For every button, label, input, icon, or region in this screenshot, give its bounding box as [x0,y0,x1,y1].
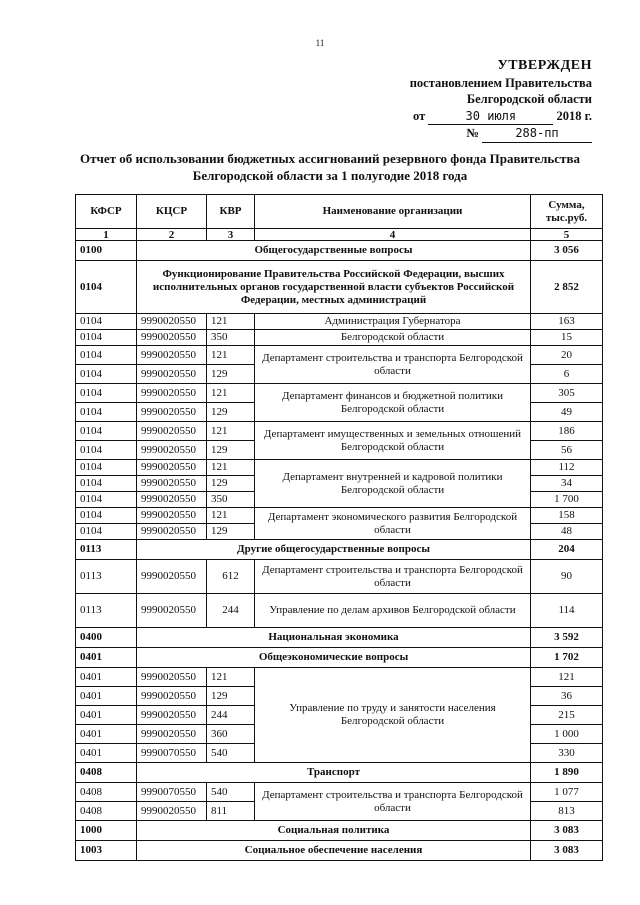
col-number: 1 [76,229,137,241]
sum-cell: 3 083 [531,841,603,861]
kfsr-cell: 0113 [76,594,137,628]
budget-table [75,194,603,861]
kvr-cell: 129 [207,476,255,492]
kcsr-cell: 9990020550 [137,365,207,384]
sum-cell: 49 [531,403,603,422]
org-name-cell: Департамент экономического развития Белгородской области [255,508,531,540]
sum-cell: 215 [531,706,603,725]
section-name: Национальная экономика [137,628,531,648]
org-name-cell: Департамент строительства и транспорта Белгородской области [255,346,531,384]
org-name-cell: Департамент финансов и бюджетной политики Белгородской области [255,384,531,422]
kfsr-cell: 0100 [76,241,137,261]
kvr-cell: 612 [207,560,255,594]
kfsr-cell: 0104 [76,330,137,346]
section-name: Функционирование Правительства Российской Федерации, высших исполнительных органов государственной власти субъектов Российской Федерации, местных администраций [137,261,531,314]
table-row [76,314,603,330]
kfsr-cell: 0104 [76,508,137,524]
sum-cell: 330 [531,744,603,763]
approval-date-prefix: от [412,108,426,123]
approval-number-prefix: № [466,126,479,140]
sum-cell: 1 890 [531,763,603,783]
kvr-cell: 121 [207,384,255,403]
approval-line1: постановлением Правительства [409,75,592,90]
kvr-cell: 350 [207,492,255,508]
kcsr-cell: 9990020550 [137,476,207,492]
kfsr-cell: 0104 [76,346,137,365]
kfsr-cell: 0401 [76,725,137,744]
section-name: Социальное обеспечение населения [137,841,531,861]
section-name: Общегосударственные вопросы [137,241,531,261]
kvr-cell: 350 [207,330,255,346]
sum-cell: 1 702 [531,648,603,668]
table-row [76,508,603,524]
kcsr-cell: 9990020550 [137,594,207,628]
sum-cell: 163 [531,314,603,330]
sum-cell: 1 077 [531,783,603,802]
kcsr-cell: 9990020550 [137,706,207,725]
sum-cell: 121 [531,668,603,687]
kvr-cell: 540 [207,783,255,802]
kfsr-cell: 0113 [76,540,137,560]
report-title-line1: Отчет об использовании бюджетных ассигнований резервного фонда Правительства [80,151,580,166]
kfsr-cell: 0401 [76,668,137,687]
kvr-cell: 121 [207,422,255,441]
kvr-cell: 540 [207,744,255,763]
section-row [76,648,603,668]
sum-cell: 20 [531,346,603,365]
section-name: Общеэкономические вопросы [137,648,531,668]
kfsr-cell: 0400 [76,628,137,648]
table-row [76,384,603,403]
kcsr-cell: 9990020550 [137,492,207,508]
header-kcsr: КЦСР [137,195,207,229]
col-number: 3 [207,229,255,241]
sum-cell: 204 [531,540,603,560]
kfsr-cell: 0104 [76,422,137,441]
section-row [76,540,603,560]
kfsr-cell: 0104 [76,492,137,508]
approval-block [382,58,592,143]
org-name-cell: Департамент имущественных и земельных отношений Белгородской области [255,422,531,460]
kcsr-cell: 9990020550 [137,441,207,460]
sum-cell: 15 [531,330,603,346]
kfsr-cell: 0104 [76,403,137,422]
sum-cell: 3 083 [531,821,603,841]
report-title-line2: Белгородской области за 1 полугодие 2018 года [192,168,468,183]
sum-cell: 56 [531,441,603,460]
table-row [76,330,603,346]
kvr-cell: 244 [207,594,255,628]
kcsr-cell: 9990020550 [137,422,207,441]
section-row [76,841,603,861]
kvr-cell: 121 [207,460,255,476]
sum-cell: 3 592 [531,628,603,648]
approval-number [382,125,592,143]
kfsr-cell: 0104 [76,314,137,330]
kfsr-cell: 0401 [76,706,137,725]
section-row [76,241,603,261]
kcsr-cell: 9990020550 [137,725,207,744]
kvr-cell: 129 [207,403,255,422]
kvr-cell: 129 [207,524,255,540]
sum-cell: 813 [531,802,603,821]
kcsr-cell: 9990020550 [137,668,207,687]
sum-cell: 112 [531,460,603,476]
sum-cell: 1 700 [531,492,603,508]
org-name-cell: Администрация Губернатора [255,314,531,330]
table-row [76,668,603,687]
kfsr-cell: 0104 [76,524,137,540]
kvr-cell: 129 [207,365,255,384]
section-row [76,628,603,648]
kvr-cell: 129 [207,441,255,460]
header-kfsr: КФСР [76,195,137,229]
table-row [76,594,603,628]
kcsr-cell: 9990020550 [137,802,207,821]
kvr-cell: 811 [207,802,255,821]
sum-cell: 158 [531,508,603,524]
kvr-cell: 129 [207,687,255,706]
sum-cell: 36 [531,687,603,706]
table-row [76,460,603,476]
approval-line2: Белгородской области [466,92,592,106]
kcsr-cell: 9990020550 [137,346,207,365]
kvr-cell: 121 [207,508,255,524]
kfsr-cell: 0408 [76,783,137,802]
sum-cell: 48 [531,524,603,540]
page-number: 11 [315,38,325,48]
kfsr-cell: 0401 [76,744,137,763]
header-name: Наименование организации [255,195,531,229]
kfsr-cell: 0408 [76,802,137,821]
sum-cell: 305 [531,384,603,403]
section-row [76,763,603,783]
col-number: 5 [531,229,603,241]
kcsr-cell: 9990020550 [137,314,207,330]
section-row [76,261,603,314]
sum-cell: 1 000 [531,725,603,744]
org-name-cell: Управление по делам архивов Белгородской области [255,594,531,628]
col-number: 4 [255,229,531,241]
kfsr-cell: 0104 [76,476,137,492]
section-row [76,821,603,841]
header-sum: Сумма, тыс.руб. [531,195,603,229]
section-name: Другие общегосударственные вопросы [137,540,531,560]
column-number-row [76,229,603,241]
col-number: 2 [137,229,207,241]
kfsr-cell: 0104 [76,384,137,403]
kvr-cell: 121 [207,668,255,687]
kfsr-cell: 0104 [76,460,137,476]
kvr-cell: 360 [207,725,255,744]
report-title [60,150,600,184]
kcsr-cell: 9990020550 [137,524,207,540]
kcsr-cell: 9990020550 [137,460,207,476]
kfsr-cell: 0104 [76,441,137,460]
approval-number-value: 288-пп [482,125,592,143]
kvr-cell: 244 [207,706,255,725]
sum-cell: 90 [531,560,603,594]
kcsr-cell: 9990070550 [137,783,207,802]
approval-date-value: 30 июля [428,108,553,126]
kcsr-cell: 9990020550 [137,508,207,524]
kvr-cell: 121 [207,346,255,365]
sum-cell: 114 [531,594,603,628]
kcsr-cell: 9990070550 [137,744,207,763]
approval-date-suffix: 2018 г. [556,108,592,123]
kcsr-cell: 9990020550 [137,384,207,403]
org-name-cell: Белгородской области [255,330,531,346]
kfsr-cell: 0401 [76,648,137,668]
kcsr-cell: 9990020550 [137,687,207,706]
approval-title: УТВЕРЖДЕН [497,58,592,73]
org-name-cell: Департамент строительства и транспорта Белгородской области [255,783,531,821]
sum-cell: 6 [531,365,603,384]
table-row [76,346,603,365]
table-row [76,783,603,802]
approval-date [382,108,592,126]
org-name-cell: Департамент строительства и транспорта Белгородской области [255,560,531,594]
sum-cell: 186 [531,422,603,441]
kcsr-cell: 9990020550 [137,403,207,422]
org-name-cell: Департамент внутренней и кадровой политики Белгородской области [255,460,531,508]
section-name: Транспорт [137,763,531,783]
kfsr-cell: 0104 [76,365,137,384]
kcsr-cell: 9990020550 [137,330,207,346]
org-name-cell: Управление по труду и занятости населения Белгородской области [255,668,531,763]
section-name: Социальная политика [137,821,531,841]
kfsr-cell: 0113 [76,560,137,594]
sum-cell: 3 056 [531,241,603,261]
sum-cell: 34 [531,476,603,492]
sum-cell: 2 852 [531,261,603,314]
kfsr-cell: 1000 [76,821,137,841]
table-row [76,422,603,441]
kfsr-cell: 1003 [76,841,137,861]
kfsr-cell: 0104 [76,261,137,314]
kfsr-cell: 0408 [76,763,137,783]
kcsr-cell: 9990020550 [137,560,207,594]
header-kvr: КВР [207,195,255,229]
table-row [76,560,603,594]
kvr-cell: 121 [207,314,255,330]
table-header-row [76,195,603,229]
kfsr-cell: 0401 [76,687,137,706]
